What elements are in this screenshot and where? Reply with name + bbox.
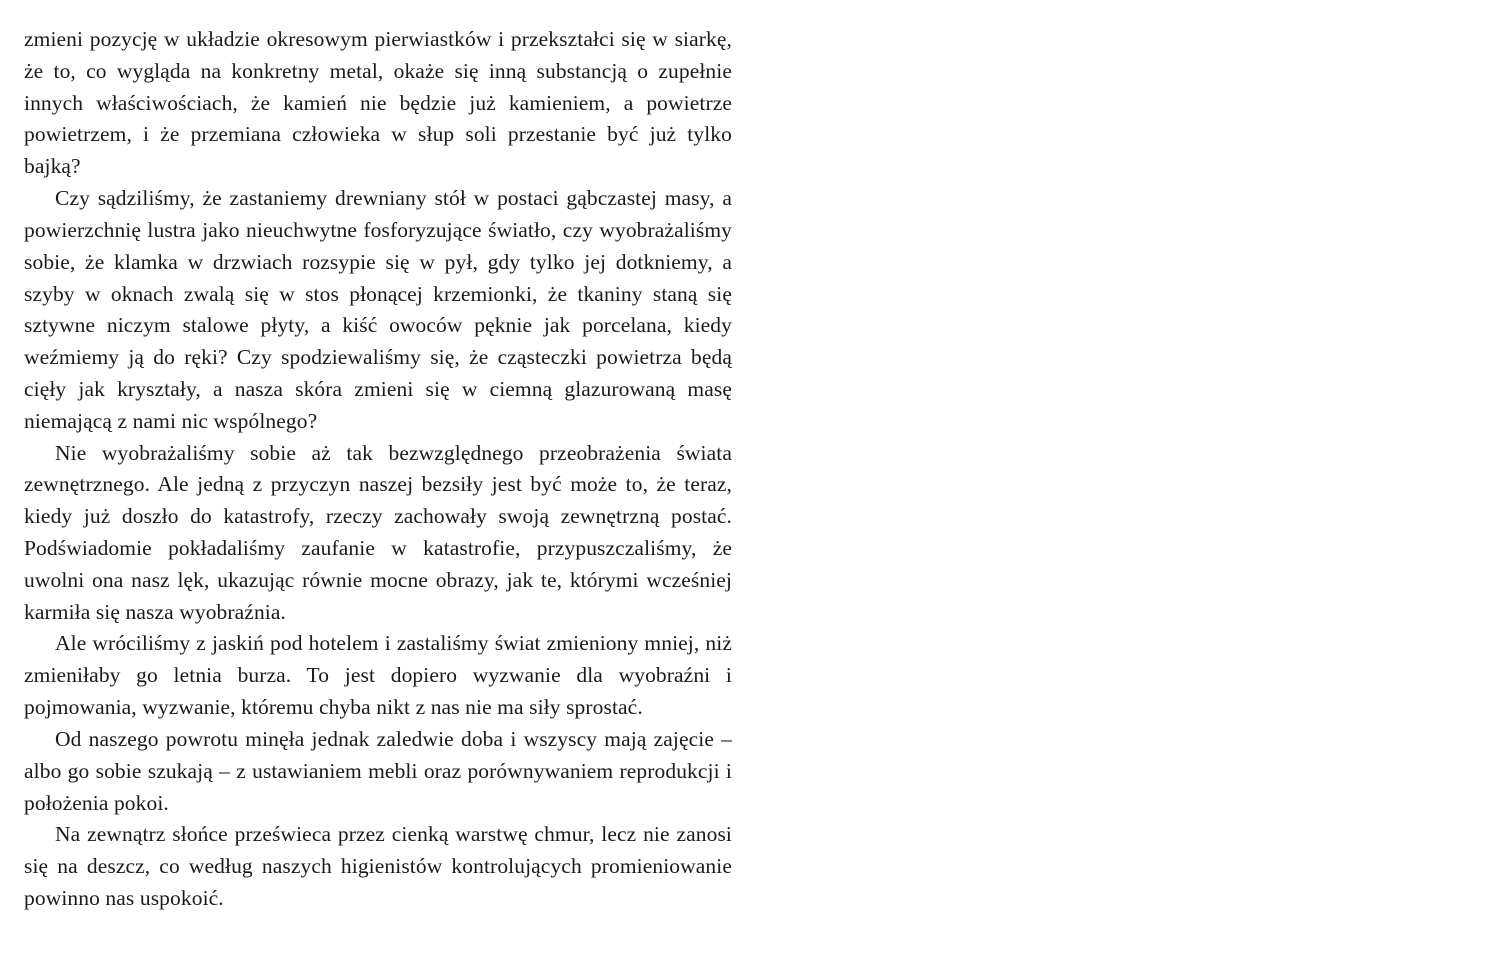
paragraph: Nie wyobrażaliśmy sobie aż tak bezwzględnego przeobrażenia świata zewnętrznego. Ale jedną z przyczyn naszej bezsiły jest być może to, że teraz, kiedy już doszło do katastrofy, rzeczy zachowały swoją zewnętrzną postać. Podświadomie pokładaliśmy zaufanie w katastrofie, przypuszczaliśmy, że uwolni ona nasz lęk, ukazując równie mocne obrazy, jak te, którymi wcześniej karmiła się nasza wyobraźnia. [24, 440, 732, 624]
paragraph: Ale wróciliśmy z jaskiń pod hotelem i zastaliśmy świat zmieniony mniej, niż zmieniłaby go letnia burza. To jest dopiero wyzwanie dla wyobraźni i pojmowania, wyzwanie, któremu chyba nikt z nas nie ma siły sprostać. [24, 631, 732, 720]
paragraph: zmieni pozycję w układzie okresowym pierwiastków i przekształci się w siarkę, że to, co wygląda na konkretny metal, okaże się inną substancją o zupełnie innych właściwościach, że kamień nie będzie już kamieniem, a powietrze powietrzem, i że przemiana człowieka w słup soli przestanie być już tylko bajką? [24, 27, 732, 179]
text-column [24, 24, 732, 915]
paragraph: Na zewnątrz słońce prześwieca przez cienką warstwę chmur, lecz nie zanosi się na deszcz, co według naszych higienistów kontrolujących promieniowanie powinno nas uspokoić. [24, 822, 732, 910]
paragraph: Od naszego powrotu minęła jednak zaledwie doba i wszyscy mają zajęcie – albo go sobie szukają – z ustawianiem mebli oraz porównywaniem reprodukcji i położenia pokoi. [24, 726, 732, 815]
paragraph: Czy sądziliśmy, że zastaniemy drewniany stół w postaci gąbczastej masy, a powierzchnię lustra jako nieuchwytne fosforyzujące światło, czy wyobrażaliśmy sobie, że klamka w drzwiach rozsypie się w pył, gdy tylko jej dotkniemy, a szyby w oknach zwalą się w stos płonącej krzemionki, że tkaniny staną się sztywne niczym stalowe płyty, a kiść owoców pęknie jak porcelana, kiedy weźmiemy ją do ręki? Czy spodziewaliśmy się, że cząsteczki powietrza będą cięły jak kryształy, a nasza skóra zmieni się w ciemną glazurowaną masę niemającą z nami nic wspólnego? [24, 186, 732, 433]
